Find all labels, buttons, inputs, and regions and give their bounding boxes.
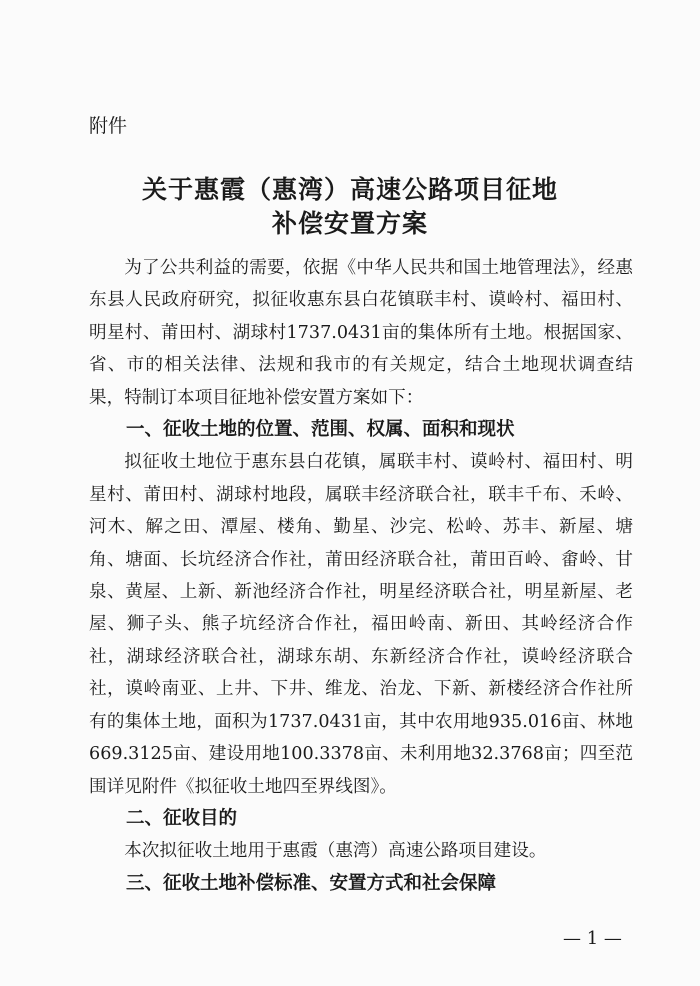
- document-title-line1: 关于惠霞（惠湾）高速公路项目征地: [141, 175, 558, 204]
- section1-paragraph: 拟征收土地位于惠东县白花镇，属联丰村、谟岭村、福田村、明星村、莆田村、湖球村地段，属联丰经济联合社，联丰千布、禾岭、河木、解之田、潭屋、楼角、勤星、沙完、松岭、苏丰、新屋、塘角、塘面、长坑经济合作社，莆田经济联合社，莆田百岭、畬岭、甘泉、黄屋、上新、新池经济合作社，明星经济联合社，明星新屋、老屋、狮子头、熊子坑经济合作社，福田岭南、新田、其岭经济合作社，湖球经济联合社，湖球东胡、东新经济合作社，谟岭经济联合社，谟岭南亚、上井、下井、维龙、治龙、下新、新楼经济合作社所有的集体土地，面积为1737.0431亩，其中农用地935.016亩、林地669.3125亩、建设用地100.3378亩、未利用地32.3768亩；四至范围详见附件《拟征收土地四至界线图》。: [89, 452, 633, 797]
- attachment-label: 附件: [89, 115, 128, 137]
- page-number: — 1 —: [563, 928, 622, 949]
- section3-heading: 三、征收土地补偿标准、安置方式和社会保障: [126, 872, 497, 894]
- document-body: [89, 252, 633, 900]
- section2-heading: 二、征收目的: [126, 807, 238, 829]
- intro-paragraph: 为了公共利益的需要，依据《中华人民共和国土地管理法》，经惠东县人民政府研究，拟征收惠东县白花镇联丰村、谟岭村、福田村、明星村、莆田村、湖球村1737.0431亩的集体所有土地。根据国家、省、市的相关法律、法规和我市的有关规定，结合土地现状调查结果，特制订本项目征地补偿安置方案如下：: [89, 258, 633, 408]
- section2-paragraph: 本次拟征收土地用于惠霞（惠湾）高速公路项目建设。: [124, 841, 547, 862]
- section1-heading: 一、征收土地的位置、范围、权属、面积和现状: [126, 419, 515, 441]
- document-title-line2: 补偿安置方案: [271, 209, 428, 238]
